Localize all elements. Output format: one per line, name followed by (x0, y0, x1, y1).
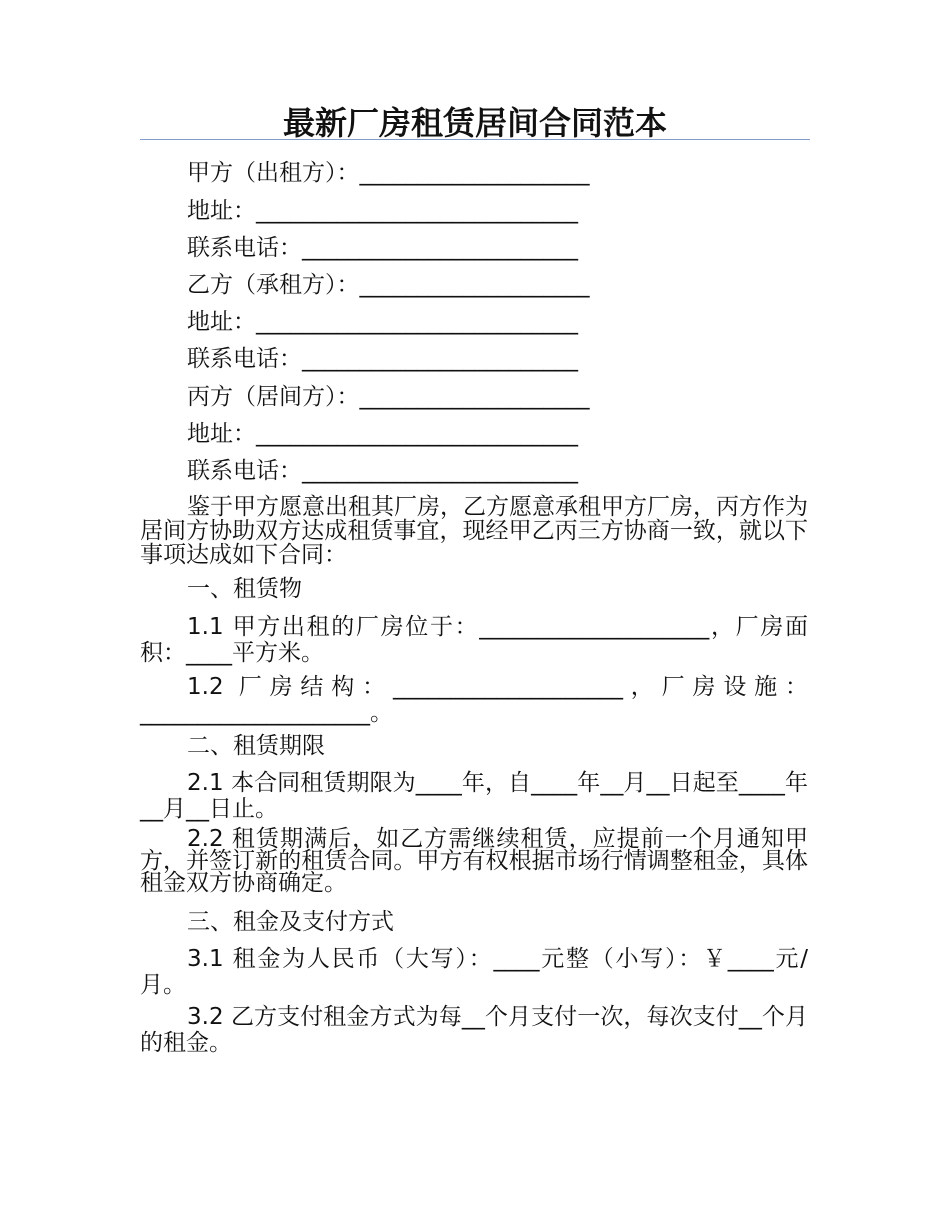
title-underline (140, 139, 810, 140)
party-a-address-label: 地址： (187, 198, 256, 224)
document-title: 最新厂房租赁居间合同范本 (282, 104, 667, 142)
party-a-phone-label: 联系电话： (187, 235, 302, 261)
clause-2-2: 2.2 租赁期满后，如乙方需继续租赁，应提前一个月通知甲方，并签订新的租赁合同。甲方有权根据市场行情调整租金，具体租金双方协商确定。 (140, 826, 808, 896)
party-c-phone-blank: ________________________ (302, 458, 578, 484)
section-2-heading: 二、租赁期限 (187, 733, 325, 759)
clause-1-1: 1.1 甲方出租的厂房位于：____________________，厂房面积：____平方米。 (140, 614, 808, 666)
section-1-heading: 一、租赁物 (187, 576, 302, 602)
clause-2-1: 2.1 本合同租赁期限为____年，自____年__月__日起至____年__月__日止。 (140, 770, 808, 822)
party-c-phone-label: 联系电话： (187, 458, 302, 484)
party-b-address-label: 地址： (187, 309, 256, 335)
party-b-name-blank: ____________________ (359, 272, 590, 298)
clause-3-2: 3.2 乙方支付租金方式为每__个月支付一次，每次支付__个月的租金。 (140, 1004, 808, 1056)
party-c-phone-line (187, 456, 578, 486)
party-a-name-label: 甲方（出租方）： (187, 160, 360, 186)
party-a-name-blank: ____________________ (359, 160, 590, 186)
party-a-name-line (187, 158, 590, 188)
party-c-address-label: 地址： (187, 421, 256, 447)
party-c-name-line (187, 382, 590, 412)
party-b-name-label: 乙方（承租方）： (187, 272, 360, 298)
intro-paragraph: 鉴于甲方愿意出租其厂房，乙方愿意承租甲方厂房，丙方作为居间方协助双方达成租赁事宜，现经甲乙丙三方协商一致，就以下事项达成如下合同： (140, 494, 808, 568)
party-a-phone-blank: ________________________ (302, 235, 578, 261)
party-b-address-line (187, 307, 578, 337)
party-a-address-line (187, 196, 578, 226)
party-b-name-line (187, 270, 590, 300)
section-3-heading: 三、租金及支付方式 (187, 909, 394, 935)
party-c-name-blank: ____________________ (359, 384, 590, 410)
party-a-phone-line (187, 233, 578, 263)
party-a-address-blank: ____________________________ (256, 198, 578, 224)
party-b-phone-label: 联系电话： (187, 346, 302, 372)
party-c-address-line (187, 419, 578, 449)
clause-3-1: 3.1 租金为人民币（大写）：____元整（小写）：￥____元/月。 (140, 946, 808, 998)
party-b-phone-blank: ________________________ (302, 346, 578, 372)
clause-1-2: 1.2 厂房结构：____________________，厂房设施：____________________。 (140, 674, 808, 726)
party-c-address-blank: ____________________________ (256, 421, 578, 447)
party-b-address-blank: ____________________________ (256, 309, 578, 335)
party-b-phone-line (187, 344, 578, 374)
party-c-name-label: 丙方（居间方）： (187, 384, 360, 410)
